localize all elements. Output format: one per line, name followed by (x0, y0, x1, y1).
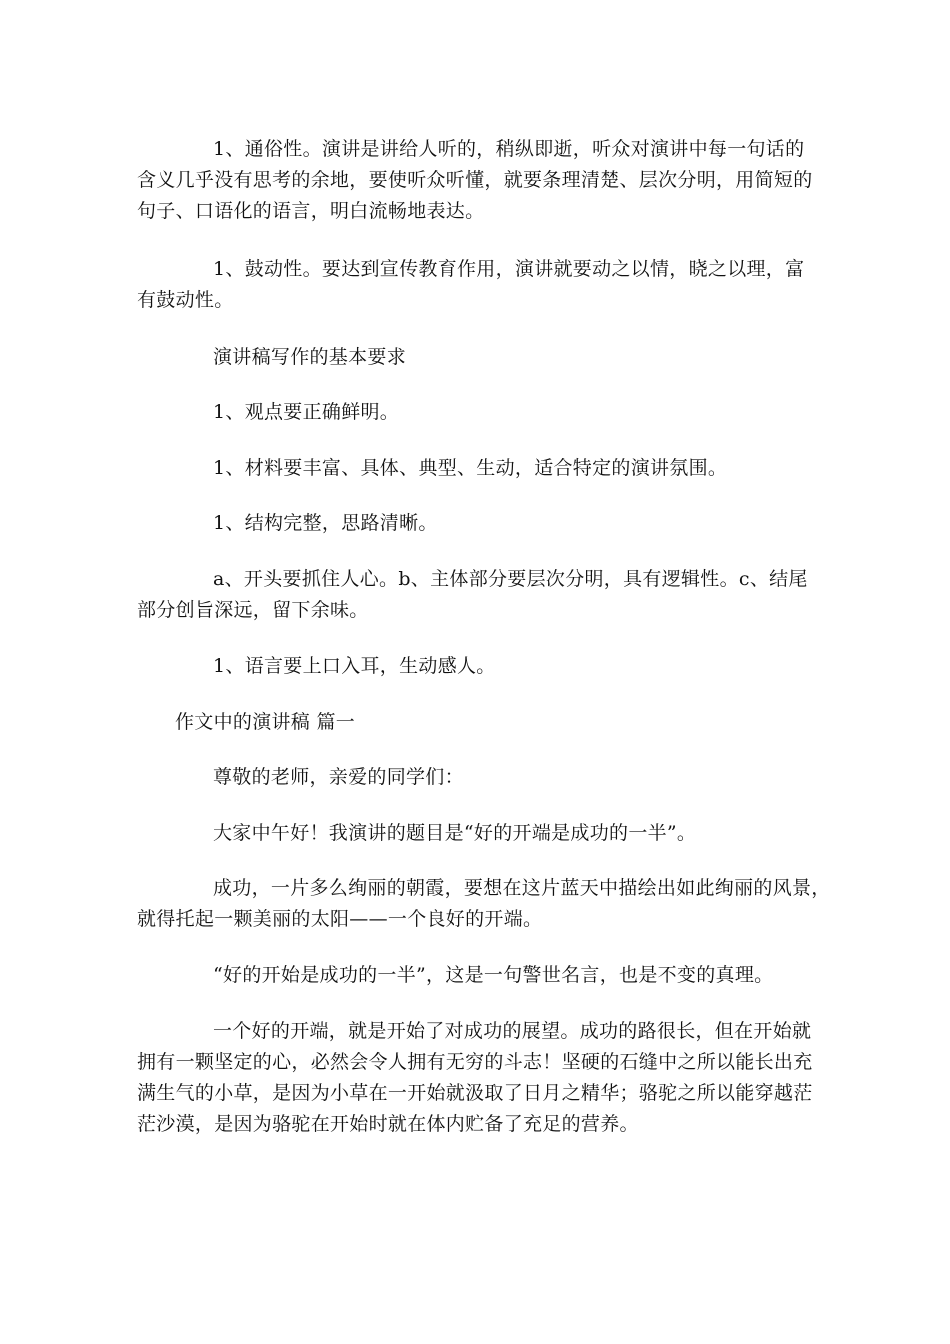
paragraph-topic (137, 818, 817, 849)
text-line: 拥有一颗坚定的心，必然会令人拥有无穷的斗志！坚硬的石缝中之所以能长出充 (137, 1051, 813, 1073)
paragraph-success (137, 873, 831, 935)
text-line: 句子、口语化的语言，明白流畅地表达。 (137, 200, 485, 222)
paragraph-inspiring (137, 254, 817, 316)
article-title (137, 707, 817, 738)
text-line: 一个好的开端，就是开始了对成功的展望。成功的路很长，但在开始就 (213, 1020, 812, 1042)
text-line: 1、通俗性。演讲是讲给人听的，稍纵即逝，听众对演讲中每一句话的 (213, 138, 805, 160)
text-line: 部分创旨深远，留下余味。 (137, 599, 369, 621)
paragraph-good-start (137, 1016, 817, 1140)
text-line: 就得托起一颗美丽的太阳——一个良好的开端。 (137, 908, 543, 930)
text-line: 作文中的演讲稿 篇一 (175, 711, 356, 733)
section-heading-requirements (137, 342, 817, 373)
paragraph-structure-details (137, 564, 817, 626)
text-line: 1、语言要上口入耳，生动感人。 (213, 655, 496, 677)
paragraph-viewpoint (137, 397, 817, 428)
text-line: 大家中午好！我演讲的题目是“好的开端是成功的一半”。 (213, 822, 697, 844)
text-line: 茫沙漠，是因为骆驼在开始时就在体内贮备了充足的营养。 (137, 1113, 639, 1135)
text-line: 1、鼓动性。要达到宣传教育作用，演讲就要动之以情，晓之以理，富 (213, 258, 805, 280)
text-line: a、开头要抓住人心。b、主体部分要层次分明，具有逻辑性。c、结尾 (213, 568, 808, 590)
text-line: “好的开始是成功的一半”，这是一句警世名言，也是不变的真理。 (213, 964, 774, 986)
paragraph-popularity (137, 134, 817, 227)
text-line: 1、材料要丰富、具体、典型、生动，适合特定的演讲氛围。 (213, 457, 728, 479)
paragraph-proverb (137, 960, 817, 991)
paragraph-materials (137, 453, 817, 484)
paragraph-structure (137, 508, 817, 539)
text-line: 满生气的小草，是因为小草在一开始就汲取了日月之精华；骆驼之所以能穿越茫 (137, 1082, 813, 1104)
text-line: 成功，一片多么绚丽的朝霞，要想在这片蓝天中描绘出如此绚丽的风景， (213, 877, 831, 899)
text-line: 有鼓动性。 (137, 289, 234, 311)
text-line: 尊敬的老师，亲爱的同学们： (213, 766, 464, 788)
text-line: 演讲稿写作的基本要求 (213, 346, 407, 368)
text-line: 1、结构完整，思路清晰。 (213, 512, 438, 534)
paragraph-language (137, 651, 817, 682)
text-line: 含义几乎没有思考的余地，要使听众听懂，就要条理清楚、层次分明，用简短的 (137, 169, 813, 191)
text-line: 1、观点要正确鲜明。 (213, 401, 400, 423)
paragraph-greeting (137, 762, 817, 793)
